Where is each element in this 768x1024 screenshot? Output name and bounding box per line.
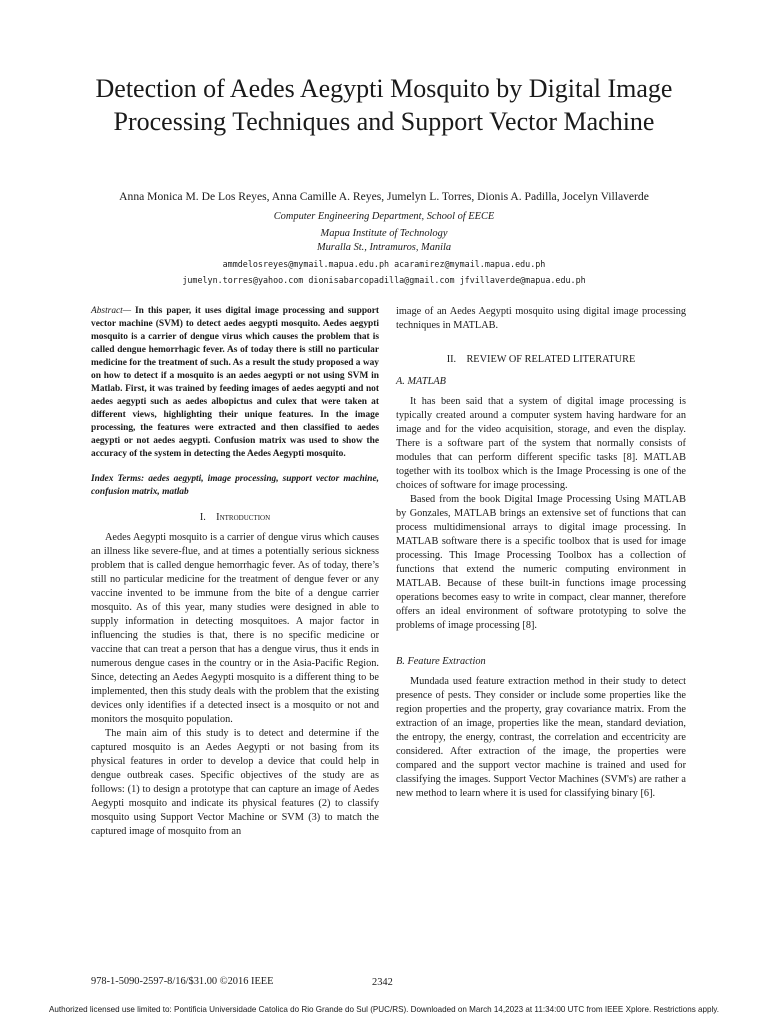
section-number: II. — [446, 354, 457, 365]
index-terms: Index Terms: aedes aegypti, image processing, support vector machine, confusion matrix, matlab — [91, 474, 379, 497]
section-heading-introduction — [91, 511, 379, 525]
page-number: 2342 — [372, 977, 393, 988]
affiliation-address: Muralla St., Intramuros, Manila — [316, 242, 452, 253]
left-column — [91, 305, 379, 839]
paper-title: Detection of Aedes Aegypti Mosquito by Digital Image Processing Techniques and Support Vector Machine — [95, 74, 673, 136]
feature-paragraph-1: Mundada used feature extraction method in their study to detect presence of pests. They consider or include some properties like the region properties and the property, gray covariance matrix. From the extraction of an image, properties like the mean, standard deviation, the entropy, the energy, contrast, the correlation and eccentricity are considered. After extraction of the image, the properties were compared and the support vector machine is trained and used for classifying the images. Support Vector Machines (SVM's) are rather a new method to learn where it is used for classifying binary [6]. — [396, 676, 686, 799]
affiliation-department: Computer Engineering Department, School of EECE — [273, 211, 495, 222]
author-emails-line-2: jumelyn.torres@yahoo.com dionisabarcopadilla@gmail.com jfvillaverde@mapua.edu.ph — [182, 275, 586, 285]
section-number: I. — [199, 512, 206, 523]
abstract-body: In this paper, it uses digital image processing and support vector machine (SVM) to detect aedes aegypti mosquito. Aedes aegypti mosquito is a carrier of dengue virus which causes the problem that is called dengue hemorrhagic fever. As of today there is still no particular medicine for the treatment of such. As a result the study proposed a way on how to detect if a mosquito is an aedes aegypti or not using SVM in Matlab. First, it was trained by feeding images of aedes aegypti and not aedes aegypti such as aedes albopictus and culex that were taken at different views, highlighting their unique features. In the image processing, the features were extracted and then classified to aedes aegypti or not aedes aegypti. Confusion matrix was used to show the accuracy of the system in detecting the Aedes Aegypti mosquito. — [91, 306, 379, 459]
license-notice: Authorized licensed use limited to: Pontificia Universidade Catolica do Rio Grande do Sul (PUC/RS). Downloaded on March 14,2023 at 11:34:00 UTC from IEEE Xplore. Restrictions apply. — [48, 1005, 719, 1014]
subsection-heading-matlab: A. MATLAB — [396, 376, 446, 387]
author-emails-line-1: ammdelosreyes@mymail.mapua.edu.ph acaramirez@mymail.mapua.edu.ph — [222, 259, 546, 269]
abstract — [91, 305, 379, 461]
affiliation-institute: Mapua Institute of Technology — [320, 228, 448, 239]
intro-paragraph-2: The main aim of this study is to detect and determine if the captured mosquito is an Aedes Aegypti or not basing from its physical features in order to develop a device that could help in dengue outbreak cases. Specific objectives of the study are as follows: (1) to design a prototype that can capture an image of Aedes Aegypti mosquito and indicate its physical features (2) to classify mosquito using Support Vector Machine or SVM (3) to match the captured image of mosquito from an — [91, 728, 379, 837]
intro-paragraph-1: Aedes Aegypti mosquito is a carrier of dengue virus which causes an illness like severe-flue, and at times a potentially serious sickness problem that is called dengue hemorrhagic fever. As of today, there’s still no particular medicine for the treatment of dengue fever or any vaccine invented to be immune from the bite of a dengue carrier mosquito. As of this year, many studies were designed in able to supply information in detecting mosquitoes. A major factor in influencing the studies is that, there is no specific medicine or vaccine that can treat a person that has a dengue virus, thus it ends in numerous dengue cases in the country or in the Asia-Pacific Region. Since, detecting an Aedes Aegypti mosquito is a different thing to be implemented, then this study deals with the problem that the existing devices only identifies if a detected insect is a mosquito or not and monitors the mosquito population. — [91, 532, 379, 725]
intro-continuation: image of an Aedes Aegypti mosquito using digital image processing techniques in MATLAB. — [396, 306, 686, 331]
matlab-paragraph-1: It has been said that a system of digital image processing is typically created around a computer system having hardware for an image and for the video acquisition, storage, and even the display. There is a software part of the system that normally consists of modules that can perform different specific tasks [8]. MATLAB together with its toolbox which is the Image Processing is one of the choices of software for image processing. — [396, 396, 686, 491]
section-title: REVIEW OF RELATED LITERATURE — [466, 354, 636, 365]
author-list: Anna Monica M. De Los Reyes, Anna Camille A. Reyes, Jumelyn L. Torres, Dionis A. Padilla, Jocelyn Villaverde — [119, 190, 649, 203]
isbn-copyright: 978-1-5090-2597-8/16/$31.00 ©2016 IEEE — [91, 976, 274, 987]
subsection-heading-feature-extraction: B. Feature Extraction — [396, 656, 486, 667]
section-title: Introduction — [216, 512, 271, 523]
right-column — [396, 305, 686, 801]
section-heading-review — [396, 353, 686, 367]
abstract-lead: Abstract— — [91, 306, 132, 316]
matlab-paragraph-2: Based from the book Digital Image Processing Using MATLAB by Gonzales, MATLAB brings an extensive set of functions that can process multidimensional arrays to digital image processing. In MATLAB software there is a specific toolbox that is used for image processing. This Image Processing Toolbox has a collection of functions that extend the numeric computing environment in MATLAB. Because of these built-in functions image processing operations becomes easy to write in compact, clear manner, therefore offers an ideal environment of software prototyping to solve the problems of image processing [8]. — [396, 494, 686, 631]
